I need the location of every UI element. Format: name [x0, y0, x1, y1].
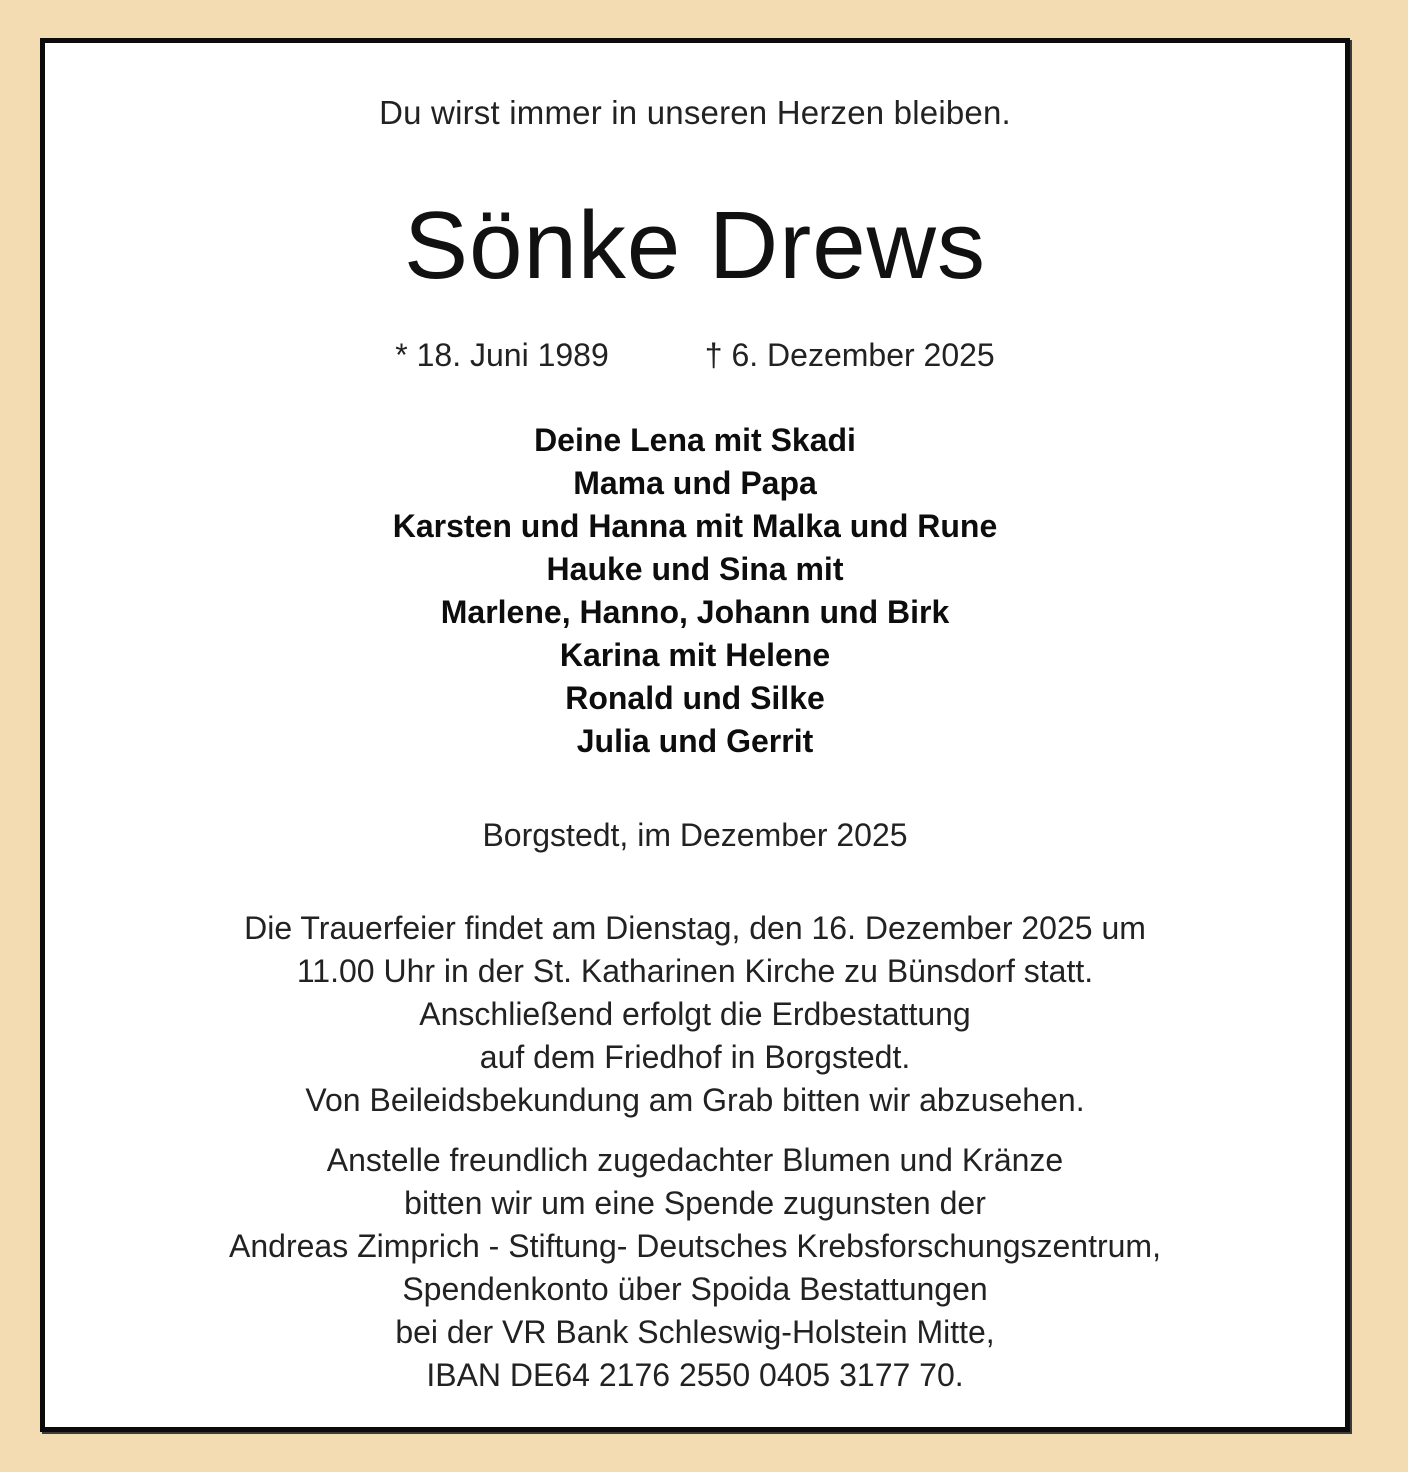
- life-dates: [45, 335, 1345, 375]
- donation-info-line: IBAN DE64 2176 2550 0405 3177 70.: [426, 1357, 964, 1393]
- donation-info-line: bei der VR Bank Schleswig-Holstein Mitte,: [395, 1314, 995, 1350]
- donation-info: [45, 1139, 1345, 1397]
- mourner-line: Deine Lena mit Skadi: [534, 422, 856, 458]
- mourner-line: Marlene, Hanno, Johann und Birk: [440, 594, 950, 630]
- mourners-list: [45, 419, 1345, 763]
- mourner-line: Ronald und Silke: [565, 680, 825, 716]
- mourner-line: Julia und Gerrit: [576, 723, 814, 759]
- donation-info-line: Anstelle freundlich zugedachter Blumen und Kränze: [326, 1142, 1064, 1178]
- birth-date: * 18. Juni 1989: [395, 337, 609, 373]
- funeral-info-line: 11.00 Uhr in der St. Katharinen Kirche zu Bünsdorf statt.: [296, 953, 1094, 989]
- funeral-info: [45, 907, 1345, 1122]
- mourner-line: Mama und Papa: [573, 465, 817, 501]
- mourner-line: Karsten und Hanna mit Malka und Rune: [392, 508, 998, 544]
- donation-info-line: Andreas Zimprich - Stiftung- Deutsches Krebsforschungszentrum,: [229, 1228, 1161, 1264]
- death-date: † 6. Dezember 2025: [704, 337, 995, 373]
- place-and-date: Borgstedt, im Dezember 2025: [482, 817, 908, 853]
- funeral-info-line: auf dem Friedhof in Borgstedt.: [479, 1039, 911, 1075]
- obituary-notice: [40, 38, 1350, 1432]
- motto: Du wirst immer in unseren Herzen bleiben.: [379, 94, 1011, 131]
- deceased-name: Sönke Drews: [404, 192, 986, 299]
- mourner-line: Karina mit Helene: [559, 637, 831, 673]
- donation-info-line: bitten wir um eine Spende zugunsten der: [404, 1185, 986, 1221]
- funeral-info-line: Anschließend erfolgt die Erdbestattung: [419, 996, 971, 1032]
- donation-info-line: Spendenkonto über Spoida Bestattungen: [402, 1271, 988, 1307]
- obituary-content: [45, 43, 1345, 1427]
- funeral-info-line: Die Trauerfeier findet am Dienstag, den 16. Dezember 2025 um: [244, 910, 1146, 946]
- mourner-line: Hauke und Sina mit: [546, 551, 844, 587]
- funeral-info-line: Von Beileidsbekundung am Grab bitten wir abzusehen.: [305, 1082, 1085, 1118]
